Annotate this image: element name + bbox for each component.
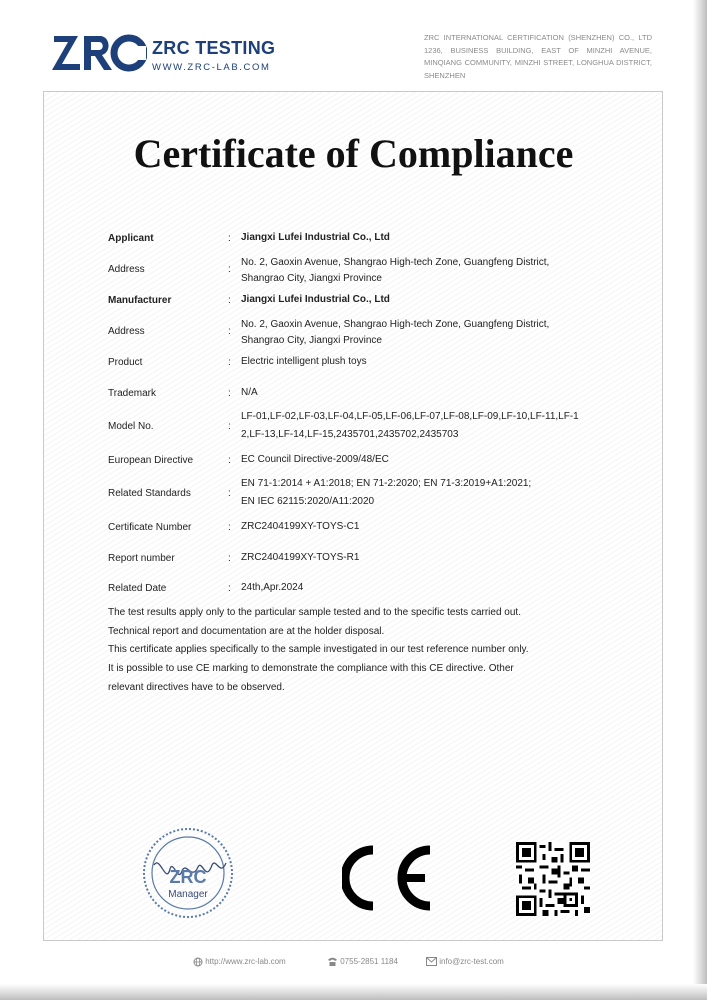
related-date-label: Related Date (108, 583, 167, 594)
colon: : (228, 455, 231, 466)
colon: : (228, 388, 231, 399)
colon: : (228, 326, 231, 337)
statement-line: Technical report and documentation are at the holder disposal. (108, 626, 385, 637)
european-directive-value: EC Council Directive-2009/48/EC (241, 454, 389, 465)
statement-line: The test results apply only to the particular sample tested and to the specific tests carried out. (108, 607, 521, 618)
certificate-frame (43, 91, 663, 941)
company-seal (140, 825, 240, 920)
trademark-label: Trademark (108, 388, 156, 399)
globe-icon (193, 957, 203, 967)
statement-line: This certificate applies specifically to the sample investigated in our test reference number only. (108, 644, 529, 655)
manufacturer-address-line1: No. 2, Gaoxin Avenue, Shangrao High-tech Zone, Guangfeng District, (241, 319, 550, 330)
colon: : (228, 295, 231, 306)
phone-icon (327, 957, 338, 967)
product-label: Product (108, 357, 143, 368)
related-standards-label: Related Standards (108, 488, 191, 499)
statement-line: It is possible to use CE marking to demonstrate the compliance with this CE directive. Other (108, 663, 514, 674)
applicant-address-label: Address (108, 264, 145, 275)
model-no-line2: 2,LF-13,LF-14,LF-15,2435701,2435702,2435703 (241, 429, 459, 440)
applicant-address-line1: No. 2, Gaoxin Avenue, Shangrao High-tech Zone, Guangfeng District, (241, 257, 550, 268)
report-number-label: Report number (108, 553, 175, 564)
certificate-number-label: Certificate Number (108, 522, 192, 533)
company-address-header: ZRC INTERNATIONAL CERTIFICATION (SHENZHEN) CO., LTD 1236, BUSINESS BUILDING, EAST OF MINZHI AVENUE, MINQIANG COMMUNITY, MINZHI STREET, LONGHUA DISTRICT, SHENZHEN (424, 33, 652, 80)
colon: : (228, 522, 231, 533)
colon: : (228, 357, 231, 368)
qr-code (516, 842, 590, 916)
footer-website[interactable] (193, 957, 286, 967)
certificate-number-value: ZRC2404199XY-TOYS-C1 (241, 521, 360, 532)
colon: : (228, 421, 231, 432)
model-no-label: Model No. (108, 421, 154, 432)
footer-phone (327, 957, 398, 967)
seal-caption: Manager (168, 889, 208, 900)
zrc-logo (52, 30, 276, 76)
email-icon (426, 957, 437, 966)
colon: : (228, 233, 231, 244)
page-shadow-bottom (0, 984, 707, 1000)
report-number-value: ZRC2404199XY-TOYS-R1 (241, 552, 360, 563)
colon: : (228, 264, 231, 275)
colon: : (228, 583, 231, 594)
zrc-logo-mark (52, 30, 147, 74)
product-value: Electric intelligent plush toys (241, 356, 367, 367)
footer-phone-text: 0755-2851 1184 (340, 957, 398, 967)
footer-email-text: info@zrc-test.com (439, 957, 504, 966)
applicant-value: Jiangxi Lufei Industrial Co., Ltd (241, 232, 390, 243)
related-standards-line1: EN 71-1:2014 + A1:2018; EN 71-2:2020; EN 71-3:2019+A1:2021; (241, 478, 532, 489)
statement-line: relevant directives have to be observed. (108, 682, 285, 693)
european-directive-label: European Directive (108, 455, 194, 466)
footer-website-text: http://www.zrc-lab.com (205, 957, 286, 967)
ce-mark (342, 845, 438, 911)
related-standards-line2: EN IEC 62115:2020/A11:2020 (241, 496, 375, 507)
seal-text: ZRC (169, 867, 207, 887)
colon: : (228, 553, 231, 564)
logo-company-name: ZRC TESTING (152, 38, 276, 58)
applicant-address-line2: Shangrao City, Jiangxi Province (241, 273, 382, 284)
colon: : (228, 488, 231, 499)
applicant-label: Applicant (108, 233, 154, 244)
logo-website: WWW.ZRC-LAB.COM (152, 62, 271, 73)
model-no-line1: LF-01,LF-02,LF-03,LF-04,LF-05,LF-06,LF-07,LF-08,LF-09,LF-10,LF-11,LF-1 (241, 411, 579, 422)
manufacturer-address-line2: Shangrao City, Jiangxi Province (241, 335, 382, 346)
manufacturer-address-label: Address (108, 326, 145, 337)
manufacturer-label: Manufacturer (108, 295, 172, 306)
footer-email[interactable] (426, 957, 504, 966)
related-date-value: 24th,Apr.2024 (241, 582, 304, 593)
trademark-value: N/A (241, 387, 258, 398)
certificate-title: Certificate of Compliance (133, 131, 574, 176)
manufacturer-value: Jiangxi Lufei Industrial Co., Ltd (241, 294, 390, 305)
